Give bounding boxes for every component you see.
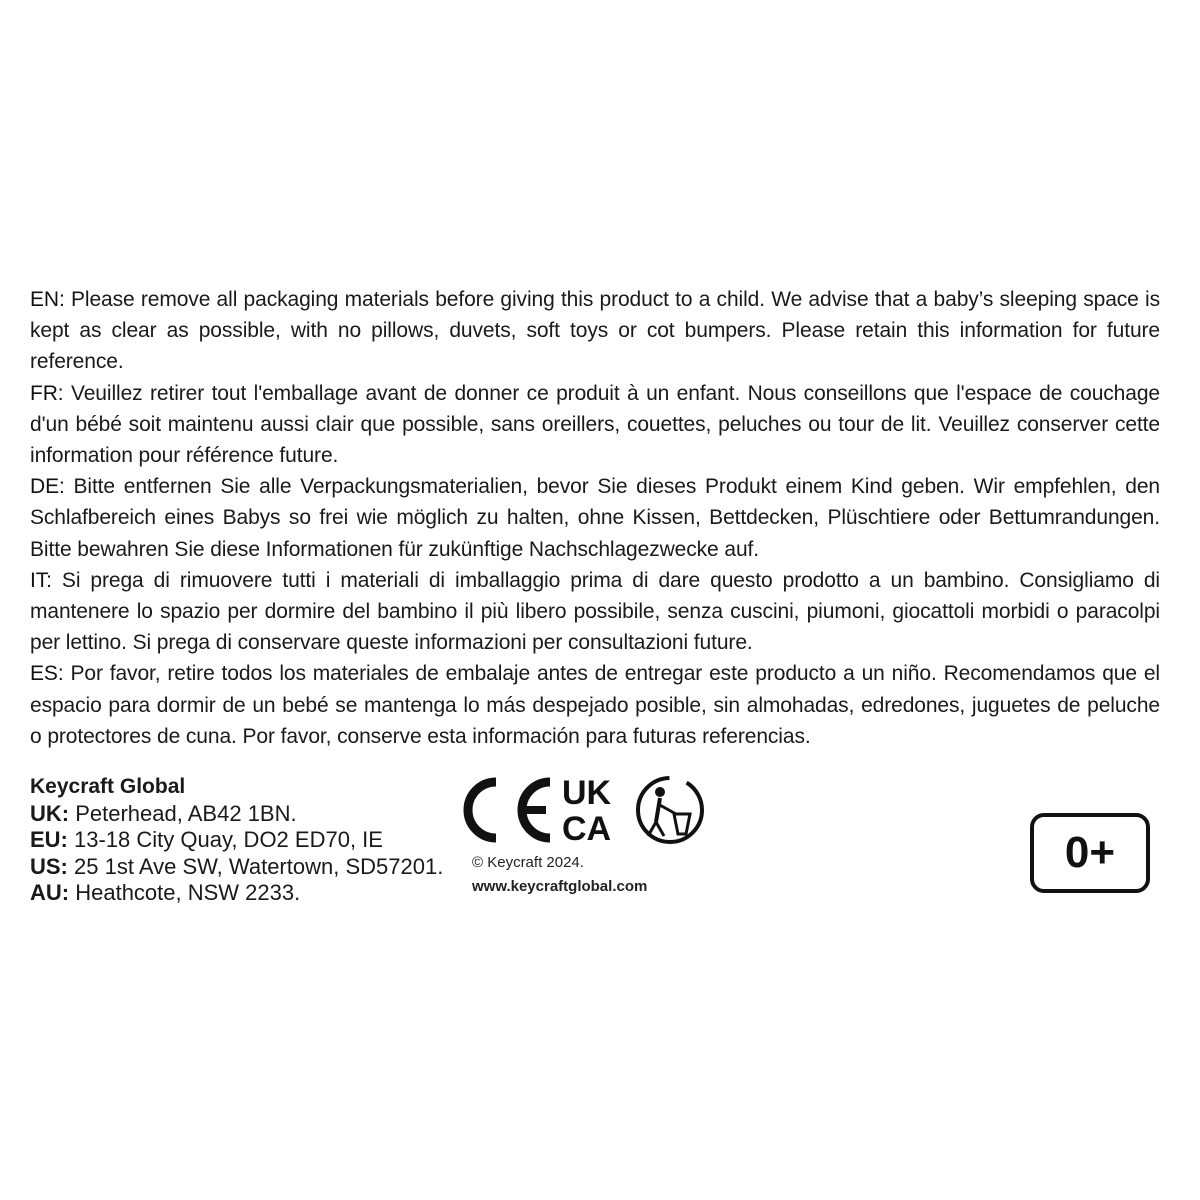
warning-de xyxy=(30,471,1160,565)
warning-text: Bitte entfernen Sie alle Verpackungsmaterialien, bevor Sie dieses Produkt einem Kind geben. Wir empfehlen, den Schlafbereich eines Babys so frei wie möglich zu halten, ohne Kissen, Bettdecken, Plüschtiere oder Bettumrandungen. Bitte bewahren Sie diese Informationen für zukünftige Nachschlagezwecke auf. xyxy=(30,475,1160,561)
lang-code: IT: xyxy=(30,568,52,592)
lang-code: ES: xyxy=(30,662,64,686)
lang-code: FR: xyxy=(30,381,64,405)
website-link[interactable]: www.keycraftglobal.com xyxy=(472,878,648,895)
age-rating-badge: 0+ xyxy=(1030,813,1150,893)
region-code: UK: xyxy=(30,800,70,826)
certification-marks xyxy=(462,774,722,846)
tidyman-icon xyxy=(638,778,702,842)
address-text: Peterhead, AB42 1BN. xyxy=(69,800,297,826)
address-text: 25 1st Ave SW, Watertown, SD57201. xyxy=(67,853,444,879)
copyright-text: © Keycraft 2024. xyxy=(472,854,584,871)
ukca-top-text: UK xyxy=(562,774,612,812)
warning-text: Si prega di rimuovere tutti i materiali di imballaggio prima di dare questo prodotto a un bambino. Consigliamo di mantenere lo spazio per dormire del bambino il più libero possibile, senza cuscini, piumoni, giocattoli morbidi o paracolpi per lettino. Si prega di conservare queste informazioni per consultazioni future. xyxy=(30,568,1160,655)
ce-mark-icon xyxy=(468,782,550,838)
warning-en xyxy=(30,284,1160,378)
warning-text: Please remove all packaging materials before giving this product to a child. We advise that a baby’s sleeping space is kept as clear as possible, with no pillows, duvets, soft toys or cot bumpers. Please retain this information for future reference. xyxy=(30,288,1160,374)
address-text: Heathcote, NSW 2233. xyxy=(69,880,301,905)
address-text: 13-18 City Quay, DO2 ED70, IE xyxy=(67,827,383,852)
region-code: US: xyxy=(30,853,68,879)
lang-code: EN: xyxy=(30,288,65,311)
copyright-block xyxy=(472,851,647,899)
address-uk xyxy=(30,801,443,828)
company-address-block xyxy=(30,774,443,907)
lang-code: DE: xyxy=(30,475,65,499)
address-us xyxy=(30,854,443,881)
safety-warnings xyxy=(30,284,1160,752)
warning-es xyxy=(30,658,1160,752)
warning-text: Veuillez retirer tout l'emballage avant de donner ce produit à un enfant. Nous conseillons que l'espace de couchage d'un bébé soit maintenu aussi clair que possible, sans oreillers, couettes, peluches ou tour de lit. Veuillez conserver cette information pour référence future. xyxy=(30,381,1160,468)
warning-text: Por favor, retire todos los materiales de embalaje antes de entregar este producto a un niño. Recomendamos que el espacio para dormir de un bebé se mantenga lo más despejado posible, sin almohadas, edredones, juguetes de peluche o protectores de cuna. Por favor, conserve esta información para futuras referencias. xyxy=(30,662,1160,748)
ukca-bottom-text: CA xyxy=(562,810,612,846)
warning-fr xyxy=(30,378,1160,472)
address-au xyxy=(30,880,443,907)
address-eu xyxy=(30,827,443,854)
region-code: AU: xyxy=(30,880,70,905)
company-name: Keycraft Global xyxy=(30,775,186,798)
ukca-mark-icon xyxy=(562,774,612,846)
region-code: EU: xyxy=(30,827,68,852)
warning-it xyxy=(30,565,1160,659)
